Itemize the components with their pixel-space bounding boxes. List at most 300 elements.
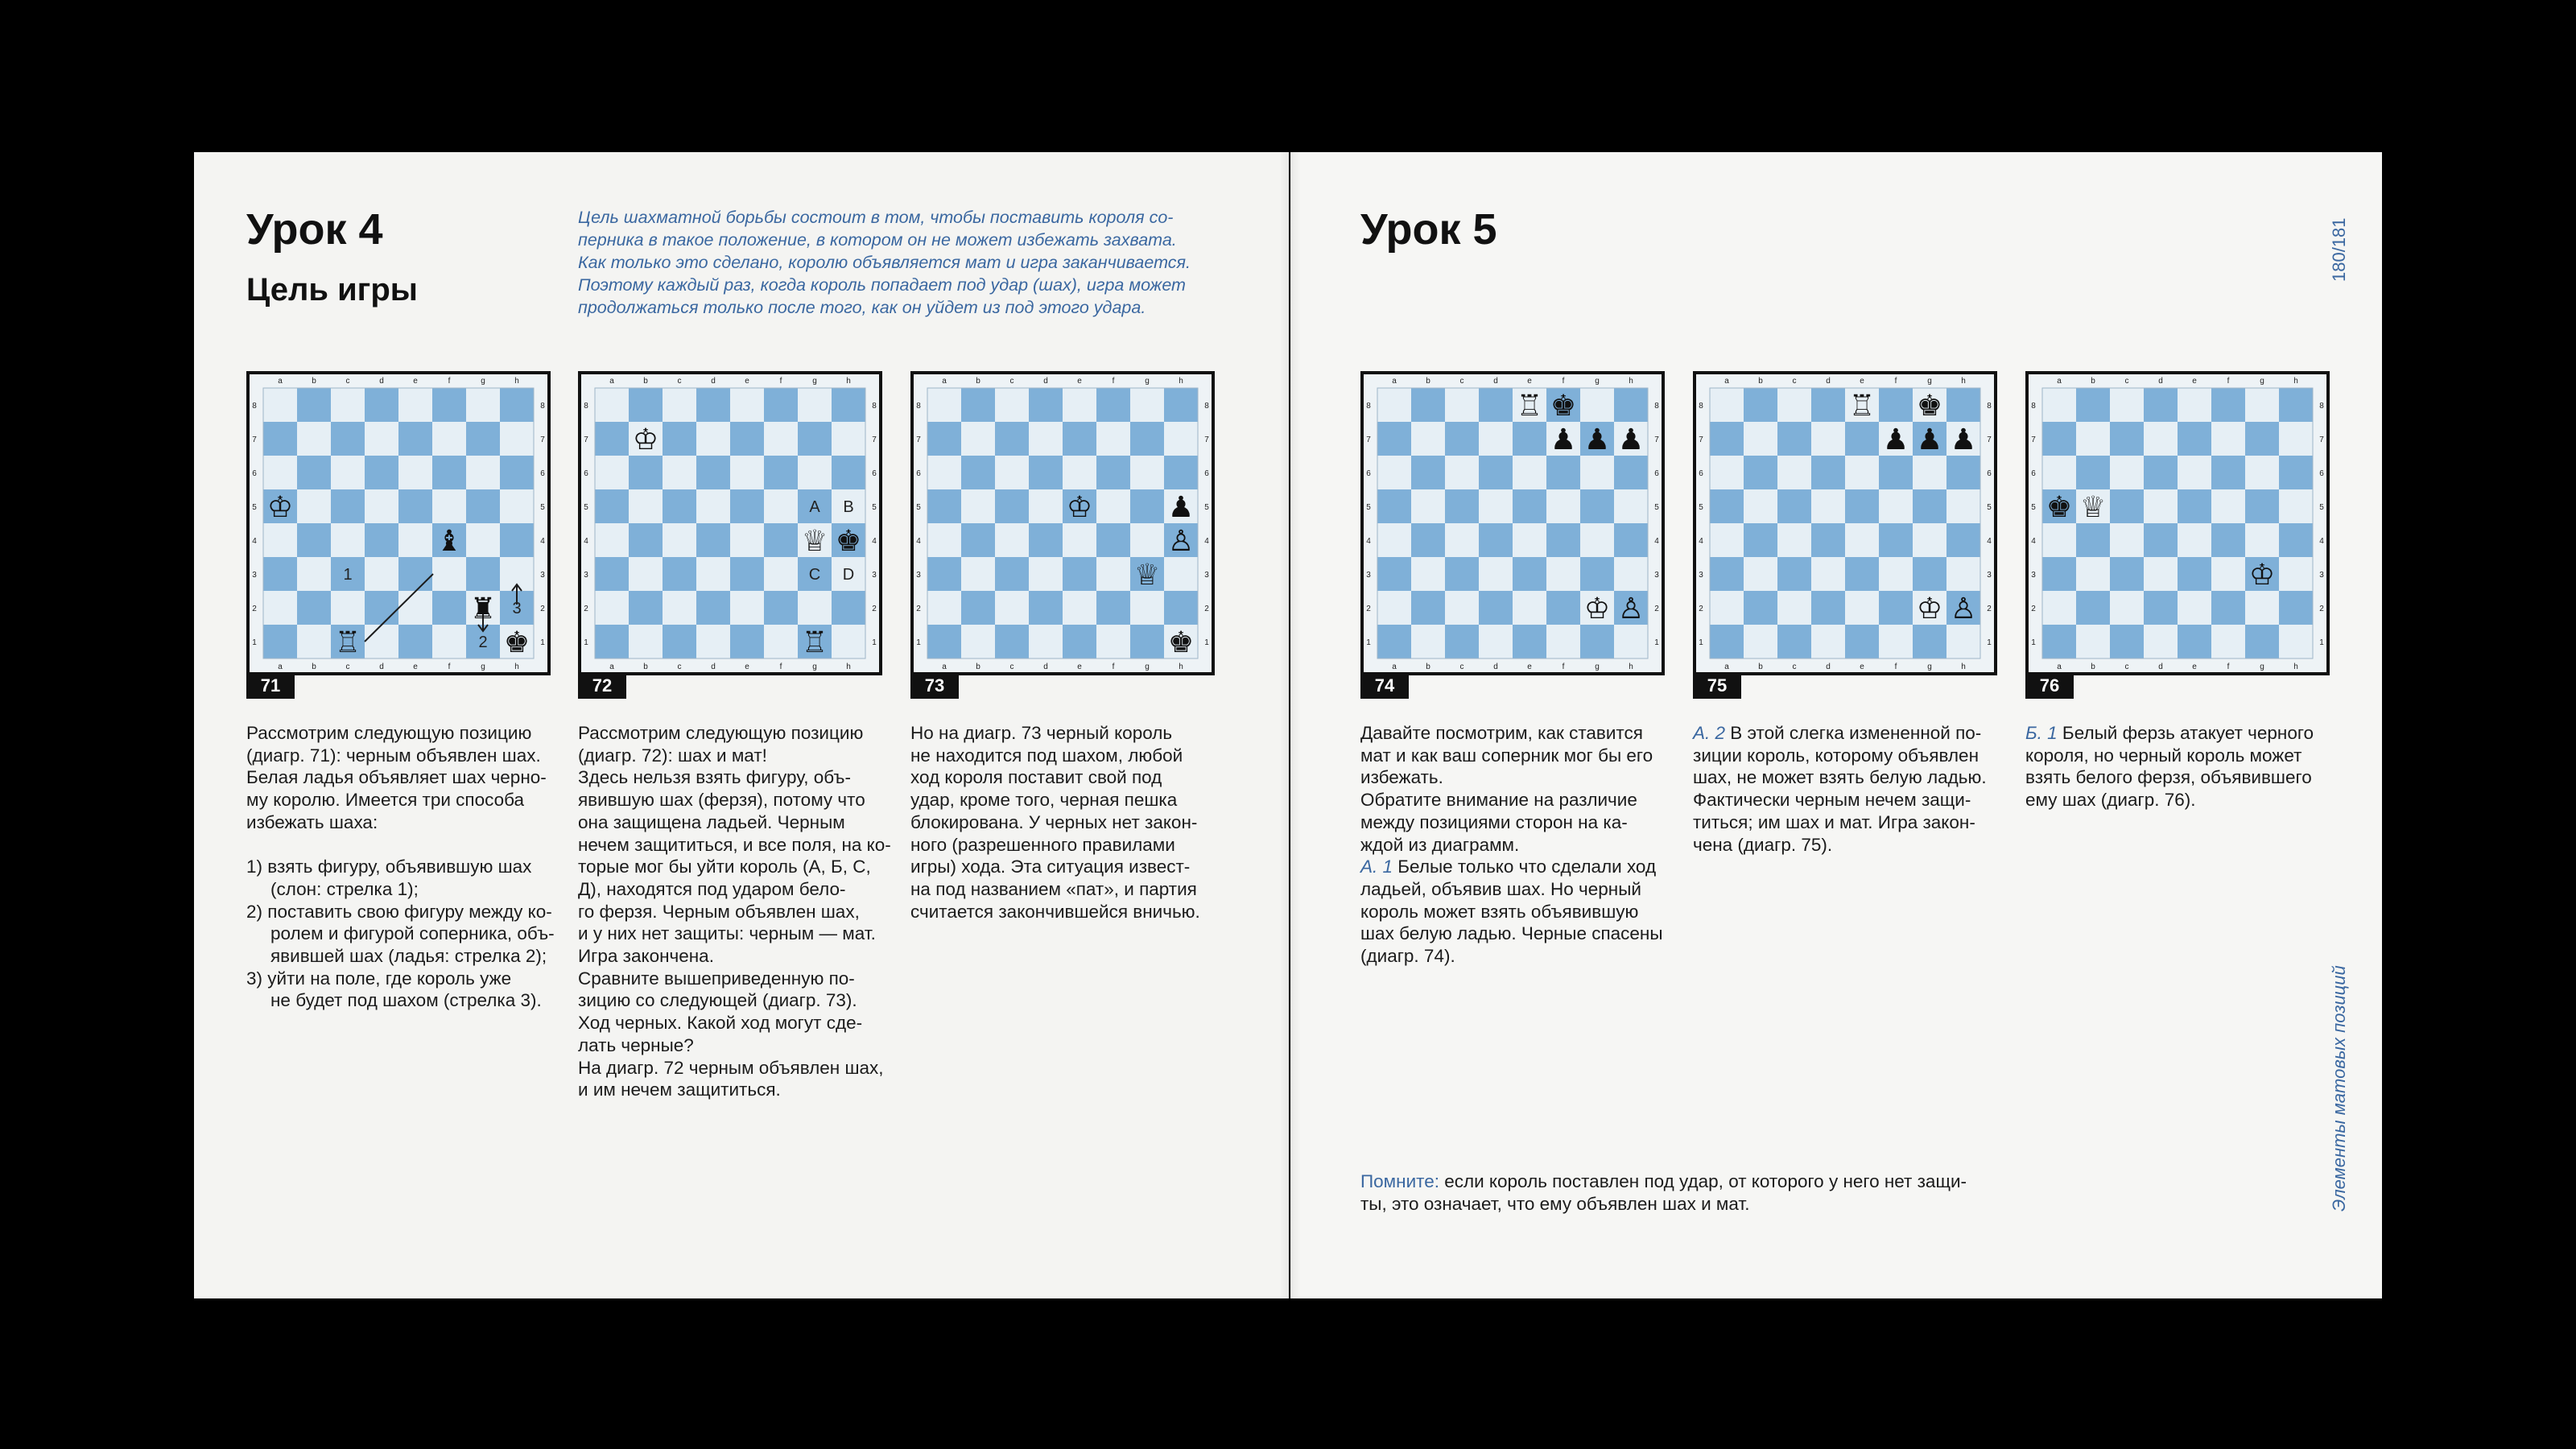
square-h2 [2279,591,2313,625]
text-line: явившую шах (ферзя), потому что [578,790,865,811]
remember-note [1360,1170,2021,1215]
square-c8 [2110,388,2144,422]
black-king-icon: ♚ [1550,390,1577,423]
square-b6 [629,456,663,489]
square-c5 [2110,489,2144,523]
rank-label-right: 1 [2319,638,2324,647]
square-f5 [1546,489,1580,523]
square-a1 [2042,625,2076,658]
file-label-bottom: f [779,663,782,671]
square-a5 [1377,489,1411,523]
square-f8 [1879,388,1913,422]
square-c4 [2110,523,2144,557]
text-line: Игра закончена. [578,946,714,967]
square-a3 [595,557,629,591]
list-line: (слон: стрелка 1); [270,878,419,899]
square-f8 [1096,388,1130,422]
file-label-top: c [2124,377,2129,386]
square-a8 [595,388,629,422]
square-a2 [1710,591,1744,625]
square-g6 [2245,456,2279,489]
square-d5 [1029,489,1063,523]
file-label-top: c [677,377,682,386]
square-f2 [764,591,798,625]
diagram-number-73: 73 [910,673,959,699]
rank-label-left: 5 [584,503,588,512]
black-pawn-icon: ♟ [1583,423,1611,456]
square-a1 [595,625,629,658]
file-label-bottom: c [1459,663,1464,671]
square-b8 [1744,388,1777,422]
square-f6 [432,456,466,489]
white-rook-icon: ♖ [1848,390,1876,423]
square-d2 [696,591,730,625]
square-b3 [297,557,331,591]
square-c6 [995,456,1029,489]
square-a1 [263,625,297,658]
square-b4 [1411,523,1445,557]
square-e6 [2178,456,2211,489]
text-line: между позициями сторон на ка- [1360,811,1628,832]
text-line: считается закончившейся вничью. [910,901,1200,922]
rank-label-right: 8 [1204,402,1209,411]
square-b7 [2076,422,2110,456]
text-line: Давайте посмотрим, как ставится [1360,723,1643,743]
square-d5 [696,489,730,523]
square-d7 [1811,422,1845,456]
square-f3 [1096,557,1130,591]
square-c5 [995,489,1029,523]
white-king-icon: ♔ [2248,559,2276,592]
chess-diagram-74 [1360,371,1665,675]
example-ref-b1: Б. 1 [2025,723,2058,743]
square-d8 [2144,388,2178,422]
file-label-top: d [1043,377,1048,386]
square-a2 [263,591,297,625]
square-b8 [2076,388,2110,422]
square-g1 [1913,625,1946,658]
rank-label-left: 2 [584,605,588,613]
text-line: на под названием «пат», и партия [910,878,1197,899]
square-b2 [1744,591,1777,625]
square-e2 [730,591,764,625]
square-h5 [1946,489,1980,523]
file-label-bottom: f [1894,663,1897,671]
chess-diagram-72 [578,371,882,675]
square-h8 [1164,388,1198,422]
rank-label-right: 7 [1654,436,1659,444]
file-label-top: g [481,377,485,386]
rank-label-left: 6 [252,469,257,478]
square-d7 [365,422,398,456]
square-f7 [1096,422,1130,456]
square-h3 [1946,557,1980,591]
file-label-bottom: d [1493,663,1498,671]
square-b8 [961,388,995,422]
square-e4 [730,523,764,557]
rank-label-right: 2 [1654,605,1659,613]
square-f6 [1096,456,1130,489]
rank-label-right: 4 [2319,537,2324,546]
rank-label-right: 5 [872,503,877,512]
file-label-top: b [312,377,316,386]
list-line: не будет под шахом (стрелка 3). [270,990,542,1011]
rank-label-right: 5 [540,503,545,512]
square-e5 [730,489,764,523]
file-label-top: h [1179,377,1183,386]
list-item-2 [246,901,555,968]
rank-label-right: 2 [540,605,545,613]
rank-label-right: 4 [872,537,877,546]
rank-label-left: 8 [1366,402,1371,411]
file-label-top: a [1392,377,1397,386]
square-e7 [1845,422,1879,456]
intro-line: перника в такое положение, в котором он не может избежать захвата. [578,230,1177,250]
square-g1 [1580,625,1614,658]
square-a6 [1710,456,1744,489]
square-a3 [1377,557,1411,591]
chess-diagram-71 [246,371,551,675]
text-line: Д), находятся под ударом бело- [578,878,846,899]
square-c5 [663,489,696,523]
rank-label-left: 1 [1366,638,1371,647]
square-d3 [365,557,398,591]
square-e2 [1845,591,1879,625]
file-label-top: a [609,377,614,386]
square-d8 [1479,388,1513,422]
file-label-top: h [1629,377,1633,386]
file-label-top: d [2158,377,2163,386]
square-g6 [466,456,500,489]
square-e4 [1845,523,1879,557]
square-e6 [1845,456,1879,489]
square-e6 [398,456,432,489]
text-run: В этой слегка измененной по- [1725,723,1982,743]
file-label-top: e [1077,377,1082,386]
square-e7 [1513,422,1546,456]
rank-label-left: 4 [1366,537,1371,546]
white-rook-icon: ♖ [1516,390,1543,423]
square-g5 [1580,489,1614,523]
square-a7 [1377,422,1411,456]
square-b2 [297,591,331,625]
square-c6 [1777,456,1811,489]
white-rook-icon: ♖ [801,626,828,659]
square-e4 [1063,523,1096,557]
text-line: го ферзя. Черным объявлен шах, [578,901,860,922]
list-line: 1) взять фигуру, объявившую шах [246,857,532,877]
square-f2 [1546,591,1580,625]
file-label-bottom: h [1629,663,1633,671]
rank-label-left: 1 [916,638,921,647]
square-f3 [764,557,798,591]
square-a2 [595,591,629,625]
lesson-5-column-2 [1693,722,1999,856]
square-a8 [2042,388,2076,422]
file-label-bottom: c [1009,663,1014,671]
square-a4 [263,523,297,557]
file-label-bottom: d [379,663,384,671]
square-d1 [1811,625,1845,658]
square-e7 [2178,422,2211,456]
square-a7 [2042,422,2076,456]
file-label-bottom: a [609,663,614,671]
file-label-bottom: h [846,663,851,671]
file-label-bottom: b [2091,663,2095,671]
diagram-number-71: 71 [246,673,295,699]
text-line: торые мог бы уйти король (А, Б, С, [578,857,871,877]
rank-label-left: 8 [584,402,588,411]
square-h6 [1946,456,1980,489]
text-line: (диагр. 74). [1360,946,1455,967]
square-a3 [927,557,961,591]
square-b6 [1744,456,1777,489]
square-b4 [1744,523,1777,557]
square-b1 [2076,625,2110,658]
file-label-bottom: f [448,663,451,671]
square-f1 [1096,625,1130,658]
square-f1 [1879,625,1913,658]
rank-label-right: 4 [1987,537,1992,546]
file-label-bottom: f [1562,663,1565,671]
file-label-top: a [1724,377,1729,386]
page-number: 180/181 [2329,217,2349,282]
lesson-5-title: Урок 5 [1360,205,1497,254]
rank-label-left: 8 [1699,402,1703,411]
file-label-bottom: c [2124,663,2129,671]
file-label-top: c [1009,377,1014,386]
square-e1 [1845,625,1879,658]
square-f1 [432,625,466,658]
square-f4 [2211,523,2245,557]
square-g3 [466,557,500,591]
file-label-bottom: a [942,663,947,671]
square-h4 [2279,523,2313,557]
text-line: (диагр. 72): шах и мат! [578,745,767,766]
rank-label-left: 7 [1366,436,1371,444]
file-label-top: b [976,377,980,386]
square-h8 [500,388,534,422]
square-d3 [2144,557,2178,591]
text-line: взять белого ферзя, объявившего [2025,767,2312,788]
file-label-top: c [345,377,350,386]
square-c1 [995,625,1029,658]
square-c5 [1777,489,1811,523]
square-b5 [297,489,331,523]
square-g5 [2245,489,2279,523]
square-g2 [2245,591,2279,625]
rank-label-right: 6 [1987,469,1992,478]
lesson-5-column-3 [2025,722,2331,811]
file-label-top: a [2057,377,2062,386]
square-c7 [663,422,696,456]
square-h8 [1614,388,1648,422]
text-line: ладьей, объявив шах. Но черный [1360,878,1641,899]
file-label-bottom: e [1527,663,1532,671]
square-g7 [2245,422,2279,456]
square-c3 [2110,557,2144,591]
square-e6 [730,456,764,489]
text-line: На диагр. 72 черным объявлен шах, [578,1057,884,1078]
list-item-3 [246,968,552,1012]
square-f7 [764,422,798,456]
black-pawn-icon: ♟ [1950,423,1977,456]
square-b7 [297,422,331,456]
file-label-bottom: a [278,663,283,671]
rank-label-right: 3 [1654,571,1659,580]
rank-label-right: 7 [2319,436,2324,444]
diagram-number-72: 72 [578,673,626,699]
square-c5 [331,489,365,523]
square-g6 [1580,456,1614,489]
text-line: шах, не может взять белую ладью. [1693,767,1987,788]
square-annotation: D [842,566,855,584]
square-f3 [1879,557,1913,591]
square-d3 [1029,557,1063,591]
text-line: нечем защититься, и все поля, на ко- [578,834,891,855]
rank-label-right: 5 [1987,503,1992,512]
black-king-icon: ♚ [1167,626,1195,659]
square-h5 [2279,489,2313,523]
black-king-icon: ♚ [835,525,862,558]
square-a2 [927,591,961,625]
rank-label-left: 6 [584,469,588,478]
square-g1 [1130,625,1164,658]
square-a5 [595,489,629,523]
square-c2 [1445,591,1479,625]
rank-label-left: 4 [1699,537,1703,546]
square-e4 [2178,523,2211,557]
file-label-bottom: g [812,663,817,671]
intro-line: Поэтому каждый раз, когда король попадает под удар (шах), игра может [578,275,1186,295]
file-label-top: h [1961,377,1966,386]
square-d3 [1479,557,1513,591]
text-line: ждой из диаграмм. [1360,834,1520,855]
rank-label-right: 8 [2319,402,2324,411]
file-label-top: b [1426,377,1430,386]
rank-label-left: 2 [1699,605,1703,613]
square-b3 [1744,557,1777,591]
rank-label-left: 2 [1366,605,1371,613]
text-line: король может взять объявившую [1360,901,1639,922]
square-d8 [1029,388,1063,422]
black-pawn-icon: ♟ [1167,491,1195,524]
text-run: Белый ферзь атакует черного [2057,723,2314,743]
list-item-1 [246,856,552,900]
lesson-5-column-1 [1360,722,1666,968]
rank-label-left: 3 [916,571,921,580]
square-annotation: C [808,566,821,584]
square-f1 [1546,625,1580,658]
text-line: чена (диагр. 75). [1693,834,1833,855]
lesson-4-column-2 [578,722,891,1101]
square-h8 [1946,388,1980,422]
square-c4 [995,523,1029,557]
rank-label-right: 5 [1654,503,1659,512]
square-b5 [1411,489,1445,523]
square-h2 [832,591,865,625]
rank-label-left: 7 [584,436,588,444]
square-b2 [961,591,995,625]
text-run: Белые только что сделали ход [1393,857,1657,877]
text-line: игры) хода. Эта ситуация извест- [910,857,1191,877]
chess-diagram-75 [1693,371,1997,675]
rank-label-left: 8 [2031,402,2036,411]
square-e5 [1845,489,1879,523]
square-b8 [1411,388,1445,422]
square-e6 [1063,456,1096,489]
square-c8 [1777,388,1811,422]
rank-label-left: 2 [2031,605,2036,613]
rank-label-left: 7 [916,436,921,444]
square-d6 [696,456,730,489]
square-d6 [2144,456,2178,489]
rank-label-right: 1 [1204,638,1209,647]
square-e8 [730,388,764,422]
square-a6 [927,456,961,489]
text-line: Обратите внимание на различие [1360,790,1637,811]
text-line: шах белую ладью. Черные спасены [1360,923,1663,944]
square-b2 [629,591,663,625]
rank-label-left: 8 [916,402,921,411]
square-f3 [1546,557,1580,591]
file-label-bottom: d [1826,663,1831,671]
text-line: Рассмотрим следующую позицию [578,723,864,743]
file-label-top: e [1860,377,1864,386]
text-line: короля, но черный король может [2025,745,2302,766]
chess-diagram-73 [910,371,1215,675]
white-king-icon: ♔ [266,491,294,524]
rank-label-right: 2 [872,605,877,613]
square-c2 [2110,591,2144,625]
lesson-4-title: Урок 4 [246,205,383,254]
black-pawn-icon: ♟ [1882,423,1909,456]
square-annotation: 3 [512,600,522,617]
rank-label-left: 4 [252,537,257,546]
rank-label-left: 6 [1699,469,1703,478]
rank-label-right: 4 [1204,537,1209,546]
rank-label-left: 1 [1699,638,1703,647]
square-g7 [466,422,500,456]
square-d8 [1811,388,1845,422]
square-b7 [961,422,995,456]
square-g8 [466,388,500,422]
file-label-bottom: a [1392,663,1397,671]
square-d6 [1811,456,1845,489]
rank-label-left: 1 [2031,638,2036,647]
text-line: Фактически черным нечем защи- [1693,790,1971,811]
file-label-bottom: e [745,663,749,671]
rank-label-left: 4 [916,537,921,546]
file-label-bottom: c [677,663,682,671]
square-g5 [466,489,500,523]
text-line: избежать. [1360,767,1443,788]
square-c7 [1777,422,1811,456]
sidebar-section-title: Элементы матовых позиций [2329,965,2349,1212]
black-king-icon: ♚ [2046,491,2073,524]
rank-label-left: 6 [916,469,921,478]
rank-label-right: 7 [540,436,545,444]
square-b2 [1411,591,1445,625]
square-d4 [1479,523,1513,557]
square-d8 [696,388,730,422]
square-h1 [832,625,865,658]
square-e6 [1513,456,1546,489]
black-king-icon: ♚ [503,626,530,659]
rank-label-right: 5 [2319,503,2324,512]
blank-line [246,834,552,857]
square-c2 [995,591,1029,625]
